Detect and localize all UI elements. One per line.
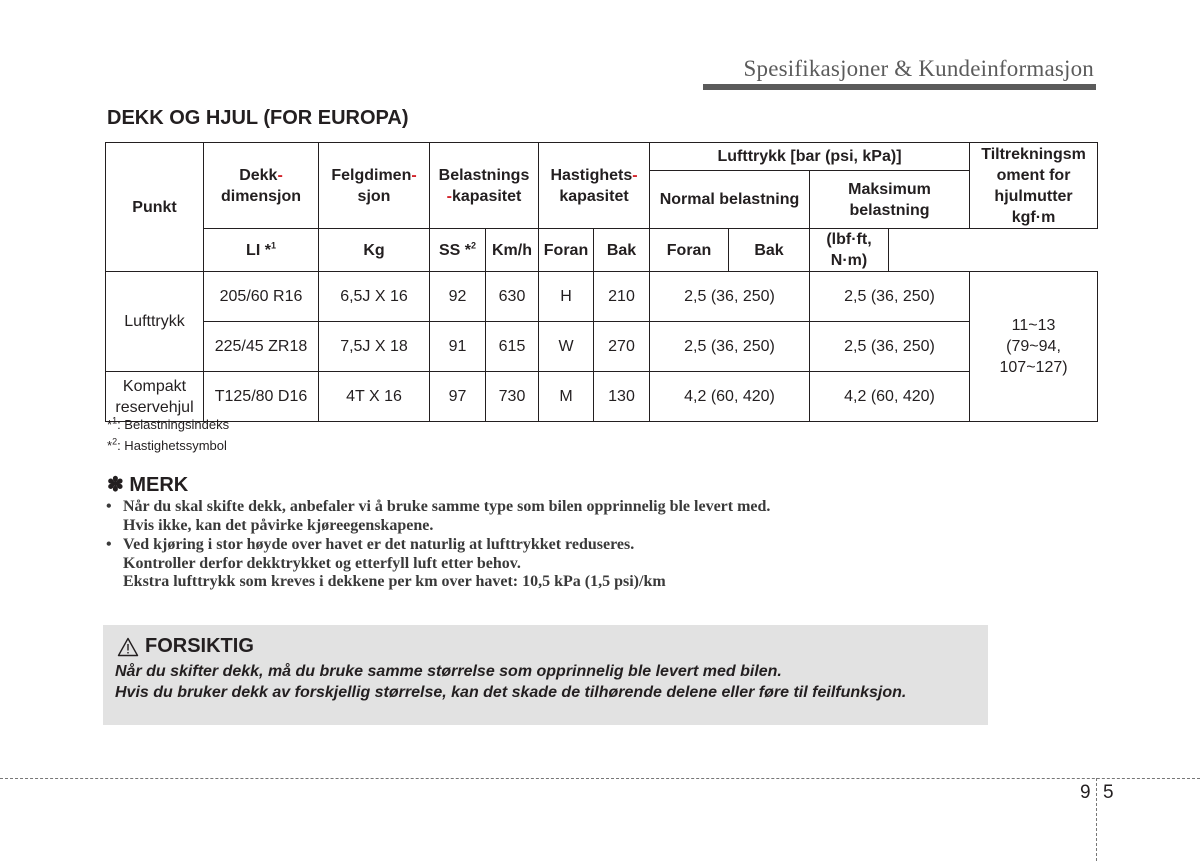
cell-li: 97 <box>430 372 486 422</box>
chapter-number: 9 <box>1080 782 1091 803</box>
merk-list <box>106 498 1006 593</box>
merk-heading: ✽ MERK <box>107 474 189 496</box>
section-title: DEKK OG HJUL (FOR EUROPA) <box>107 107 409 129</box>
header-ss: SS *$^2$ <box>430 229 486 272</box>
cell-ss: H <box>539 272 594 322</box>
header-normal-belastning: Normal belastning <box>650 171 810 229</box>
header-normal-bak: Bak <box>594 229 650 272</box>
list-item: • Når du skal skifte dekk, anbefaler vi å bruke samme type som bilen opprinnelig ble levert med. Hvis ikke, kan det påvirke kjøreegenskapene. <box>106 498 771 534</box>
table-row <box>106 322 1098 372</box>
cell-kmh: 210 <box>594 272 650 322</box>
running-header-title: Spesifikasjoner & Kundeinformasjon <box>743 56 1094 81</box>
cell-dekk: 205/60 R16 <box>204 272 319 322</box>
list-item: • Ved kjøring i stor høyde over havet er det naturlig at lufttrykket reduseres. Kontroller derfor dekktrykket og etterfyll luft etter behov. Ekstra lufttrykk som kreves i dekkene per km over havet: 10,5 kPa (1,5 psi)/km <box>106 536 666 590</box>
cell-li: 92 <box>430 272 486 322</box>
header-lufttrykk: Lufttrykk [bar (psi, kPa)] <box>650 143 970 171</box>
footnote: *$^1$: Belastningsindeks <box>107 415 230 432</box>
cell-normal: 4,2 (60, 420) <box>650 372 810 422</box>
cell-kg: 615 <box>486 322 539 372</box>
header-belastningskapasitet: Belastnings -kapasitet <box>430 143 539 229</box>
header-punkt: Punkt <box>106 143 204 272</box>
bullet: • <box>106 498 112 515</box>
cell-torque: 11~13 (79~94, 107~127) <box>970 272 1098 422</box>
cell-ss: M <box>539 372 594 422</box>
cell-li: 91 <box>430 322 486 372</box>
caution-box <box>103 625 988 725</box>
cell-dekk: T125/80 D16 <box>204 372 319 422</box>
table-row <box>106 372 1098 422</box>
header-maks-foran: Foran <box>650 229 729 272</box>
cell-normal: 2,5 (36, 250) <box>650 322 810 372</box>
cell-felg: 7,5J X 18 <box>319 322 430 372</box>
header-dekkdimensjon: Dekk- dimensjon <box>204 143 319 229</box>
warning-icon <box>117 637 139 657</box>
header-li: LI *$^1$ <box>204 229 319 272</box>
header-normal-foran: Foran <box>539 229 594 272</box>
cell-ss: W <box>539 322 594 372</box>
cell-maks: 4,2 (60, 420) <box>810 372 970 422</box>
header-maks-bak: Bak <box>729 229 810 272</box>
page-number: 5 <box>1103 782 1114 803</box>
cell-felg: 4T X 16 <box>319 372 430 422</box>
header-torque-units: (lbf·ft, N·m) <box>810 229 889 272</box>
cell-kmh: 270 <box>594 322 650 372</box>
header-kmh: Km/h <box>486 229 539 272</box>
tire-spec-table <box>105 142 1098 422</box>
bullet: • <box>106 536 112 553</box>
cell-maks: 2,5 (36, 250) <box>810 272 970 322</box>
footer-divider <box>1096 778 1097 861</box>
cell-normal: 2,5 (36, 250) <box>650 272 810 322</box>
header-maksimum-belastning: Maksimum belastning <box>810 171 970 229</box>
table-header-row-1 <box>106 143 1098 171</box>
footnotes <box>107 414 229 456</box>
header-felgdimensjon: Felgdimen- sjon <box>319 143 430 229</box>
cell-kg: 730 <box>486 372 539 422</box>
footnote: *$^2$: Hastighetssymbol <box>107 436 227 453</box>
header-kg: Kg <box>319 229 430 272</box>
table-row <box>106 272 1098 322</box>
table-header-row-3 <box>106 229 1098 272</box>
cell-kg: 630 <box>486 272 539 322</box>
cell-dekk: 225/45 ZR18 <box>204 322 319 372</box>
cell-kmh: 130 <box>594 372 650 422</box>
header-tiltrekningsmoment: Tiltrekningsm oment for hjulmutter kgf·m <box>970 143 1098 229</box>
cell-felg: 6,5J X 16 <box>319 272 430 322</box>
group-lufttrykk: Lufttrykk <box>106 272 204 372</box>
header-rule <box>703 84 1096 90</box>
caution-heading: FORSIKTIG <box>117 635 254 658</box>
cell-maks: 2,5 (36, 250) <box>810 322 970 372</box>
group-kompakt-reservehjul: Kompakt reservehjul <box>106 372 204 422</box>
footer-rule <box>0 778 1200 779</box>
header-hastighetskapasitet: Hastighets- kapasitet <box>539 143 650 229</box>
caution-text: Når du skifter dekk, må du bruke samme størrelse som opprinnelig ble levert med bilen. Hvis du bruker dekk av forskjellig størrelse, kan det skade de tilhørende delene eller føre til feilfunksjon. <box>115 663 907 701</box>
